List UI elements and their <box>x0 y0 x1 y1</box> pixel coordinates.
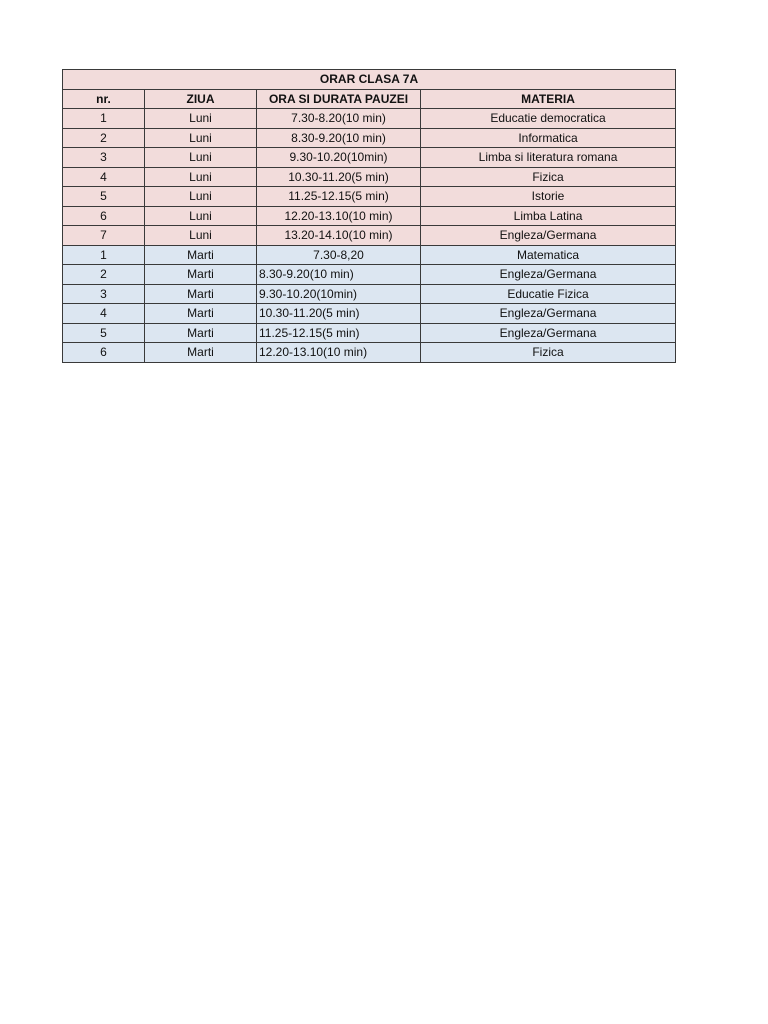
cell-subject: Educatie Fizica <box>421 284 676 304</box>
cell-day: Luni <box>145 187 257 207</box>
table-row <box>63 323 676 343</box>
cell-day: Luni <box>145 148 257 168</box>
cell-time: 8.30-9.20(10 min) <box>257 265 421 285</box>
cell-time: 13.20-14.10(10 min) <box>257 226 421 246</box>
header-subject: MATERIA <box>421 89 676 109</box>
cell-nr: 2 <box>63 128 145 148</box>
table-row <box>63 187 676 207</box>
cell-day: Luni <box>145 167 257 187</box>
table-row <box>63 245 676 265</box>
cell-subject: Engleza/Germana <box>421 304 676 324</box>
cell-nr: 3 <box>63 148 145 168</box>
cell-subject: Educatie democratica <box>421 109 676 129</box>
cell-time: 7.30-8,20 <box>257 245 421 265</box>
cell-nr: 6 <box>63 343 145 363</box>
header-row <box>63 89 676 109</box>
cell-day: Marti <box>145 323 257 343</box>
cell-subject: Engleza/Germana <box>421 323 676 343</box>
table-row <box>63 226 676 246</box>
cell-day: Luni <box>145 128 257 148</box>
cell-day: Luni <box>145 206 257 226</box>
cell-day: Marti <box>145 284 257 304</box>
cell-time: 10.30-11.20(5 min) <box>257 304 421 324</box>
cell-subject: Informatica <box>421 128 676 148</box>
cell-subject: Istorie <box>421 187 676 207</box>
cell-nr: 4 <box>63 167 145 187</box>
cell-nr: 3 <box>63 284 145 304</box>
cell-nr: 6 <box>63 206 145 226</box>
cell-subject: Limba si literatura romana <box>421 148 676 168</box>
cell-time: 7.30-8.20(10 min) <box>257 109 421 129</box>
cell-nr: 7 <box>63 226 145 246</box>
cell-time: 8.30-9.20(10 min) <box>257 128 421 148</box>
cell-day: Marti <box>145 245 257 265</box>
cell-nr: 4 <box>63 304 145 324</box>
cell-day: Marti <box>145 304 257 324</box>
cell-day: Marti <box>145 343 257 363</box>
cell-subject: Limba Latina <box>421 206 676 226</box>
table-row <box>63 265 676 285</box>
table-row <box>63 109 676 129</box>
cell-day: Luni <box>145 109 257 129</box>
header-time: ORA SI DURATA PAUZEI <box>257 89 421 109</box>
cell-subject: Engleza/Germana <box>421 265 676 285</box>
header-day: ZIUA <box>145 89 257 109</box>
cell-day: Luni <box>145 226 257 246</box>
cell-subject: Fizica <box>421 167 676 187</box>
cell-nr: 5 <box>63 187 145 207</box>
header-nr: nr. <box>63 89 145 109</box>
cell-time: 10.30-11.20(5 min) <box>257 167 421 187</box>
cell-day: Marti <box>145 265 257 285</box>
table-title: ORAR CLASA 7A <box>63 70 676 90</box>
title-row <box>63 70 676 90</box>
schedule-body <box>63 109 676 363</box>
table-row <box>63 206 676 226</box>
cell-subject: Fizica <box>421 343 676 363</box>
cell-nr: 2 <box>63 265 145 285</box>
cell-nr: 1 <box>63 109 145 129</box>
table-row <box>63 304 676 324</box>
table-row <box>63 128 676 148</box>
cell-time: 9.30-10.20(10min) <box>257 284 421 304</box>
cell-subject: Matematica <box>421 245 676 265</box>
table-row <box>63 148 676 168</box>
cell-nr: 1 <box>63 245 145 265</box>
cell-time: 11.25-12.15(5 min) <box>257 187 421 207</box>
cell-time: 12.20-13.10(10 min) <box>257 206 421 226</box>
table-row <box>63 284 676 304</box>
cell-time: 11.25-12.15(5 min) <box>257 323 421 343</box>
cell-nr: 5 <box>63 323 145 343</box>
cell-time: 9.30-10.20(10min) <box>257 148 421 168</box>
cell-subject: Engleza/Germana <box>421 226 676 246</box>
schedule-table <box>62 69 676 363</box>
cell-time: 12.20-13.10(10 min) <box>257 343 421 363</box>
table-row <box>63 343 676 363</box>
table-row <box>63 167 676 187</box>
